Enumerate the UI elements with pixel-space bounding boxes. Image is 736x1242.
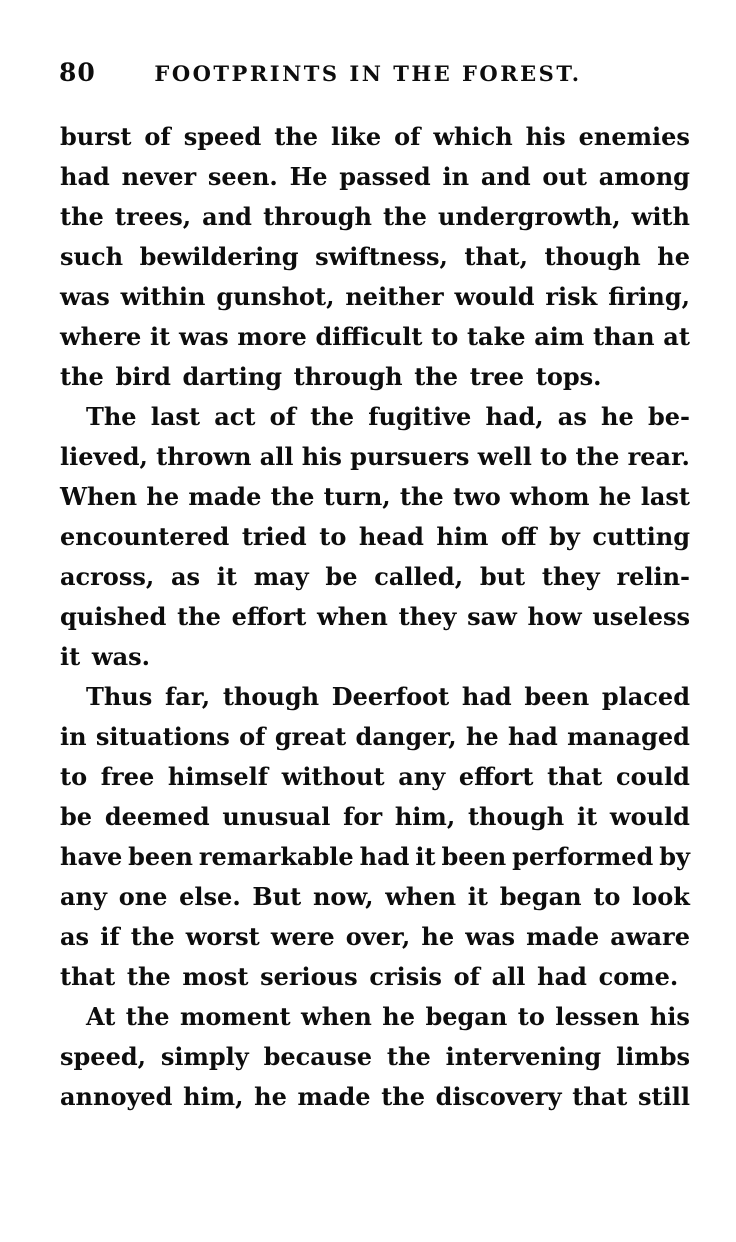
text-line: as if the worst were over, he was made aware [60,922,690,951]
text-line: the trees, and through the undergrowth, with [60,202,690,231]
text-line: the bird darting through the tree tops. [60,362,602,391]
body-text [60,117,690,1117]
text-line: encountered tried to head him off by cutting [60,522,690,551]
text-line: speed, simply because the intervening limbs [60,1042,690,1071]
text-line: burst of speed the like of which his enemies [60,122,690,151]
text-line: across, as it may be called, but they relin- [60,562,690,591]
text-line: The last act of the fugitive had, as he be- [86,402,690,431]
text-line: to free himself without any effort that could [60,762,690,791]
text-line: was within gunshot, neither would risk firing, [60,282,690,311]
text-line: that the most serious crisis of all had come. [60,962,679,991]
text-line: annoyed him, he made the discovery that still [60,1082,690,1111]
text-line: have been remarkable had it been performed by [60,842,690,871]
text-line: lieved, thrown all his pursuers well to the rear. [60,442,690,471]
text-line: be deemed unusual for him, though it would [60,802,690,831]
text-line: where it was more difficult to take aim than at [60,322,690,351]
text-line: any one else. But now, when it began to look [60,882,690,911]
text-line: in situations of great danger, he had managed [60,722,690,751]
text-line: had never seen. He passed in and out among [60,162,690,191]
text-line: it was. [60,642,150,671]
page-number: 80 [59,58,96,87]
text-line: such bewildering swiftness, that, though he [60,242,690,271]
text-line: When he made the turn, the two whom he last [60,482,690,511]
text-line: Thus far, though Deerfoot had been placed [86,682,690,711]
running-header [0,56,736,90]
text-line: quished the effort when they saw how useless [60,602,690,631]
text-line: At the moment when he began to lessen his [86,1002,690,1031]
running-title: FOOTPRINTS IN THE FOREST. [154,61,582,86]
